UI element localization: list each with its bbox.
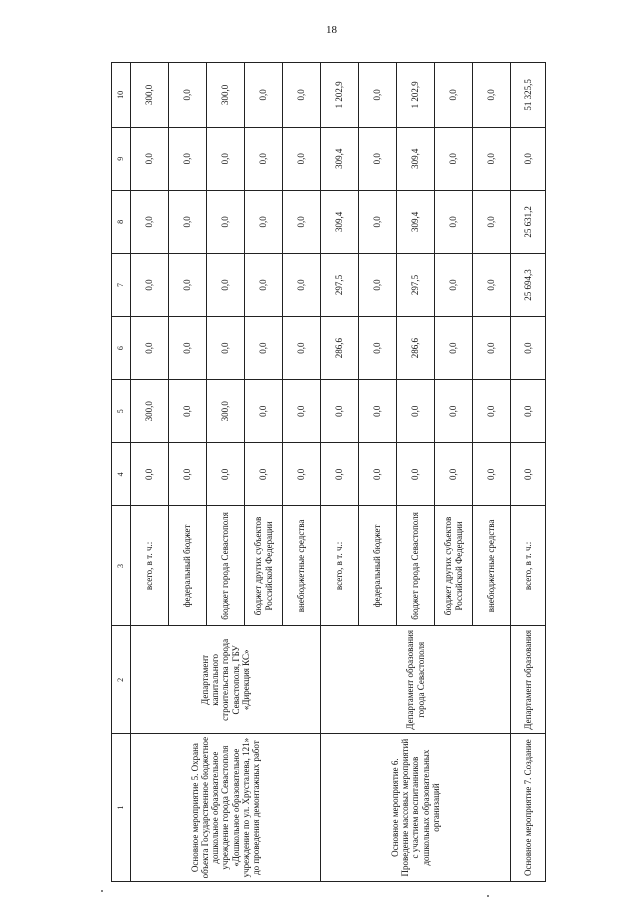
funding-source-cell: внебюджетные средства [283, 506, 321, 626]
rotated-table-wrapper [111, 62, 533, 882]
header-cell: 3 [112, 506, 131, 626]
funding-source-cell: внебюджетные средства [473, 506, 511, 626]
event-cell: Основное мероприятие 5. Охрана объекта Государственное бюджетное дошкольное образовательное учреждение города Севастополя «Дошкольное образовательное учреждение по ул. Хрусталева, 121» до проведения демонтажных работ [131, 734, 321, 882]
value-cell: 0,0 [473, 443, 511, 506]
header-row [112, 63, 131, 882]
event-cell: Основное мероприятие 6. Проведение массовых мероприятий с участием воспитанников дошкольных образовательных организаций [321, 734, 511, 882]
value-cell: 300,0 [131, 380, 169, 443]
value-cell: 0,0 [283, 127, 321, 190]
value-cell: 0,0 [435, 63, 473, 128]
table-row [131, 63, 169, 882]
table-row [321, 63, 359, 882]
value-cell: 309,4 [321, 127, 359, 190]
value-cell: 0,0 [169, 127, 207, 190]
table-row [511, 63, 546, 882]
funding-source-cell: бюджет города Севастополя [207, 506, 245, 626]
value-cell: 0,0 [283, 380, 321, 443]
value-cell: 0,0 [131, 253, 169, 316]
value-cell: 0,0 [245, 317, 283, 380]
value-cell: 0,0 [511, 317, 546, 380]
value-cell: 0,0 [321, 380, 359, 443]
page-number: 18 [326, 24, 337, 36]
executor-cell: Департамент образования [511, 626, 546, 734]
value-cell: 309,4 [397, 127, 435, 190]
value-cell: 0,0 [207, 253, 245, 316]
value-cell: 0,0 [473, 190, 511, 253]
value-cell: 0,0 [131, 317, 169, 380]
scan-speck [487, 895, 489, 897]
value-cell: 1 202,9 [397, 63, 435, 128]
funding-table [111, 62, 546, 882]
value-cell: 0,0 [435, 253, 473, 316]
value-cell: 0,0 [435, 190, 473, 253]
value-cell: 0,0 [321, 443, 359, 506]
value-cell: 0,0 [397, 443, 435, 506]
executor-cell: Департамент капитального строительства города Севастополя, ГБУ «Дирекция КС» [131, 626, 321, 734]
header-cell: 8 [112, 190, 131, 253]
value-cell: 0,0 [359, 127, 397, 190]
value-cell: 0,0 [473, 253, 511, 316]
value-cell: 0,0 [473, 380, 511, 443]
value-cell: 0,0 [359, 63, 397, 128]
value-cell: 0,0 [359, 443, 397, 506]
value-cell: 286,6 [397, 317, 435, 380]
value-cell: 0,0 [511, 443, 546, 506]
value-cell: 286,6 [321, 317, 359, 380]
value-cell: 0,0 [359, 190, 397, 253]
value-cell: 0,0 [435, 380, 473, 443]
header-cell: 6 [112, 317, 131, 380]
executor-cell: Департамент образования города Севастополя [321, 626, 511, 734]
value-cell: 297,5 [321, 253, 359, 316]
value-cell: 300,0 [131, 63, 169, 128]
value-cell: 0,0 [131, 190, 169, 253]
value-cell: 0,0 [435, 443, 473, 506]
funding-source-cell: всего, в т. ч.: [321, 506, 359, 626]
value-cell: 0,0 [245, 63, 283, 128]
header-cell: 2 [112, 626, 131, 734]
value-cell: 0,0 [473, 127, 511, 190]
funding-source-cell: бюджет других субъектов Российской Федерации [245, 506, 283, 626]
header-cell: 5 [112, 380, 131, 443]
value-cell: 0,0 [511, 380, 546, 443]
value-cell: 0,0 [207, 443, 245, 506]
header-cell: 10 [112, 63, 131, 128]
funding-source-cell: бюджет города Севастополя [397, 506, 435, 626]
header-cell: 9 [112, 127, 131, 190]
funding-source-cell: всего, в т. ч.: [131, 506, 169, 626]
funding-source-cell: федеральный бюджет [359, 506, 397, 626]
value-cell: 0,0 [245, 127, 283, 190]
value-cell: 0,0 [131, 127, 169, 190]
value-cell: 0,0 [283, 63, 321, 128]
value-cell: 0,0 [283, 317, 321, 380]
value-cell: 0,0 [169, 317, 207, 380]
value-cell: 1 202,9 [321, 63, 359, 128]
value-cell: 0,0 [397, 380, 435, 443]
value-cell: 0,0 [207, 317, 245, 380]
value-cell: 0,0 [131, 443, 169, 506]
value-cell: 0,0 [283, 253, 321, 316]
funding-source-cell: федеральный бюджет [169, 506, 207, 626]
value-cell: 0,0 [359, 380, 397, 443]
value-cell: 0,0 [207, 190, 245, 253]
value-cell: 0,0 [359, 317, 397, 380]
header-cell: 1 [112, 734, 131, 882]
funding-source-cell: бюджет других субъектов Российской Федерации [435, 506, 473, 626]
value-cell: 309,4 [397, 190, 435, 253]
header-cell: 7 [112, 253, 131, 316]
value-cell: 297,5 [397, 253, 435, 316]
header-cell: 4 [112, 443, 131, 506]
value-cell: 0,0 [473, 317, 511, 380]
value-cell: 25 694,3 [511, 253, 546, 316]
value-cell: 0,0 [207, 127, 245, 190]
value-cell: 309,4 [321, 190, 359, 253]
value-cell: 0,0 [245, 253, 283, 316]
value-cell: 0,0 [169, 380, 207, 443]
value-cell: 0,0 [169, 190, 207, 253]
value-cell: 0,0 [245, 380, 283, 443]
value-cell: 25 631,2 [511, 190, 546, 253]
value-cell: 0,0 [359, 253, 397, 316]
value-cell: 0,0 [245, 443, 283, 506]
value-cell: 0,0 [473, 63, 511, 128]
value-cell: 0,0 [283, 190, 321, 253]
value-cell: 0,0 [169, 63, 207, 128]
value-cell: 0,0 [511, 127, 546, 190]
scan-speck [101, 890, 103, 892]
value-cell: 0,0 [283, 443, 321, 506]
value-cell: 300,0 [207, 63, 245, 128]
funding-source-cell: всего, в т. ч.: [511, 506, 546, 626]
value-cell: 51 325,5 [511, 63, 546, 128]
value-cell: 0,0 [435, 317, 473, 380]
value-cell: 0,0 [435, 127, 473, 190]
value-cell: 0,0 [169, 253, 207, 316]
value-cell: 0,0 [169, 443, 207, 506]
value-cell: 0,0 [245, 190, 283, 253]
value-cell: 300,0 [207, 380, 245, 443]
event-cell: Основное мероприятие 7. Создание [511, 734, 546, 882]
